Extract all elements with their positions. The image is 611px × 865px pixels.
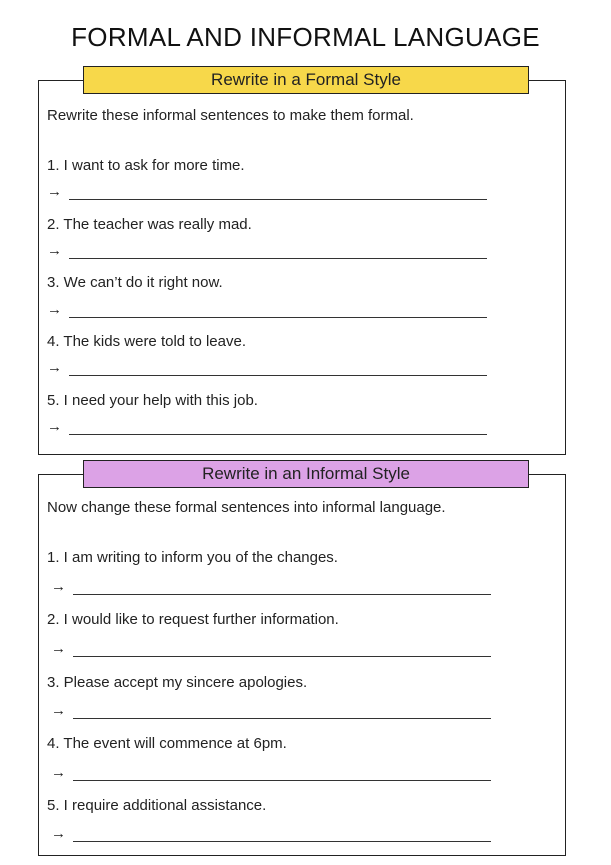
formal-answer-line-3[interactable] [47, 301, 487, 319]
formal-question-4: 4. The kids were told to leave. [47, 333, 246, 350]
informal-answer-line-4[interactable] [51, 764, 491, 782]
informal-answer-line-5[interactable] [51, 825, 491, 843]
formal-instruction: Rewrite these informal sentences to make them formal. [47, 107, 414, 124]
formal-question-5: 5. I need your help with this job. [47, 392, 258, 409]
informal-answer-line-3[interactable] [51, 702, 491, 720]
informal-question-3: 3. Please accept my sincere apologies. [47, 674, 308, 691]
formal-answer-line-4[interactable] [47, 359, 487, 377]
informal-answer-line-2[interactable] [51, 640, 491, 658]
arrow-icon: → [47, 183, 62, 200]
informal-section [38, 464, 566, 856]
informal-question-1: 1. I am writing to inform you of the changes. [47, 549, 338, 566]
arrow-icon: → [51, 702, 66, 719]
arrow-icon: → [47, 359, 62, 376]
informal-instruction: Now change these formal sentences into informal language. [47, 499, 446, 516]
arrow-icon: → [47, 301, 62, 318]
arrow-icon: → [51, 578, 66, 595]
arrow-icon: → [47, 418, 62, 435]
formal-section-heading: Rewrite in a Formal Style [83, 66, 529, 94]
formal-question-1: 1. I want to ask for more time. [47, 157, 245, 174]
informal-section-heading: Rewrite in an Informal Style [83, 460, 529, 488]
formal-section [38, 70, 566, 455]
arrow-icon: → [51, 640, 66, 657]
informal-question-5: 5. I require additional assistance. [47, 797, 267, 814]
worksheet-title: FORMAL AND INFORMAL LANGUAGE [71, 22, 540, 52]
arrow-icon: → [51, 764, 66, 781]
informal-answer-line-1[interactable] [51, 578, 491, 596]
formal-question-3: 3. We can’t do it right now. [47, 274, 223, 291]
formal-question-2: 2. The teacher was really mad. [47, 216, 252, 233]
informal-question-2: 2. I would like to request further information. [47, 611, 339, 628]
formal-answer-line-2[interactable] [47, 242, 487, 260]
arrow-icon: → [47, 242, 62, 259]
informal-question-4: 4. The event will commence at 6pm. [47, 735, 287, 752]
formal-answer-line-1[interactable] [47, 183, 487, 201]
arrow-icon: → [51, 825, 66, 842]
formal-answer-line-5[interactable] [47, 418, 487, 436]
